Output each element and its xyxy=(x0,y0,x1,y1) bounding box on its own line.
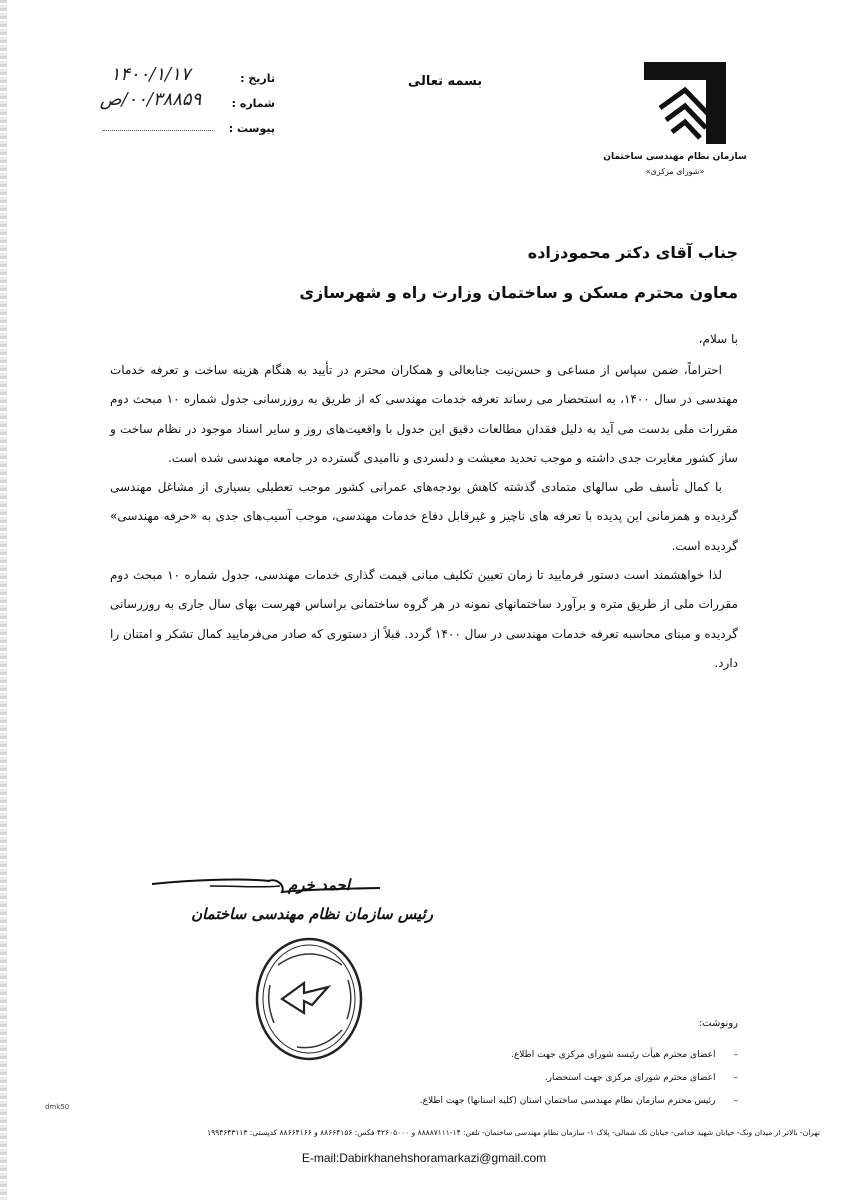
attachment-label: پیوست : xyxy=(228,122,275,135)
body-paragraph: با کمال تأسف طی سالهای متمادی گذشته کاهش بودجه‌های عمرانی کشور موجب تعطیلی بسیاری از مشاغل مهندسی گردیده و همزمانی این پدیده با تعرفه های ناچیز و غیرقابل دفاع خدمات مهندسی، موجب آسیب‌های جدی به «حرفه مهندسی» گردیده است. xyxy=(110,480,738,553)
footer-email: E-mail:Dabirkhanehshoramarkazi@gmail.com xyxy=(301,1151,547,1165)
attachment-row xyxy=(95,114,275,139)
cc-list xyxy=(420,1044,738,1113)
cc-item: – رئیس محترم سازمان نظام مهندسی ساختمان استان (کلیه استانها) جهت اطلاع. xyxy=(420,1090,738,1113)
org-logo-icon xyxy=(640,58,730,148)
signer-name: احمد خرم xyxy=(287,876,350,894)
official-stamp-icon xyxy=(252,935,366,1063)
salutation: با سلام، xyxy=(698,332,738,346)
reference-code: dmk50 xyxy=(45,1103,70,1111)
body-paragraph: لذا خواهشمند است دستور فرمایید تا زمان تعیین تکلیف مبانی قیمت گذاری خدمات مهندسی، جدول شماره ۱۰ مبحث دوم مقررات ملی از طریق متره و برآورد ساختمانهای نمونه در هر گروه ساختمانی براساس فهرست بهای سال جاری به روزرسانی گردیده و مبنای محاسبه تعرفه خدمات مهندسی در سال ۱۴۰۰ گردد. قبلاً از دستوری که صادر می‌فرمایید کمال تشکر و امتنان را دارد. xyxy=(110,568,738,670)
number-row xyxy=(95,89,275,114)
attachment-blank xyxy=(103,130,213,131)
signer-title: رئیس سازمان نظام مهندسی ساختمان xyxy=(191,905,433,923)
cc-label: رونوشت: xyxy=(698,1018,738,1029)
org-sub: «شورای مرکزی» xyxy=(645,167,705,176)
letter-meta xyxy=(95,64,275,139)
body-paragraph: احتراماً، ضمن سپاس از مساعی و حسن‌نیت جنابعالی و همکاران محترم در تأیید به هنگام هزینه ساخت و تعرفه خدمات مهندسی در سال ۱۴۰۰، به استحضار می رساند تعرفه خدمات مهندسی که از طریق به روزرسانی جدول شماره ۱۰ مبحث دوم مقررات ملی بدست می آید به دلیل فقدان مطالعات دقیق این جدول با واقعیت‌های روز و سایر اسناد موجود در نظام ساخت و ساز کشور مغایرت جدی داشته و موجب تحدید معیشت و دلسردی و ناامیدی گسترده در جامعه مهندسی شده است. xyxy=(110,363,739,465)
number-label: شماره : xyxy=(231,97,275,110)
addressee-title: معاون محترم مسکن و ساختمان وزارت راه و شهرسازی xyxy=(299,283,738,302)
addressee-name: جناب آقای دکتر محمودزاده xyxy=(527,243,738,262)
letter-body xyxy=(110,356,738,678)
number-value: ۰۰/۳۸۸۵۹/ص xyxy=(99,89,202,110)
footer-address: تهران- بالاتر از میدان ونک- خیابان شهید خدامی- خیابان تک شمالی- پلاک ۱- سازمان نظام مهندسی ساختمان- تلفن: ۱۴-۸۸۸۸۷۱۱۱ و ۴۲۶۰۵۰۰۰ فکس: ۸۸۶۶۴۱۵۶ و ۸۸۶۶۴۱۶۶ کدپستی: ۱۹۹۴۶۴۳۱۱۳ xyxy=(207,1128,820,1137)
basmala: بسمه تعالی xyxy=(407,74,483,89)
date-label: تاریخ : xyxy=(240,72,275,85)
scan-edge xyxy=(0,0,7,1200)
org-name: سازمان نظام مهندسی ساختمان xyxy=(603,152,747,162)
date-value: ۱۴۰۰/۱/۱۷ xyxy=(110,64,191,85)
cc-item: – اعضای محترم هیأت رئیسه شورای مرکزی جهت اطلاع. xyxy=(420,1044,738,1067)
cc-item: – اعضای محترم شورای مرکزی جهت استحضار. xyxy=(420,1067,738,1090)
date-row xyxy=(95,64,275,89)
